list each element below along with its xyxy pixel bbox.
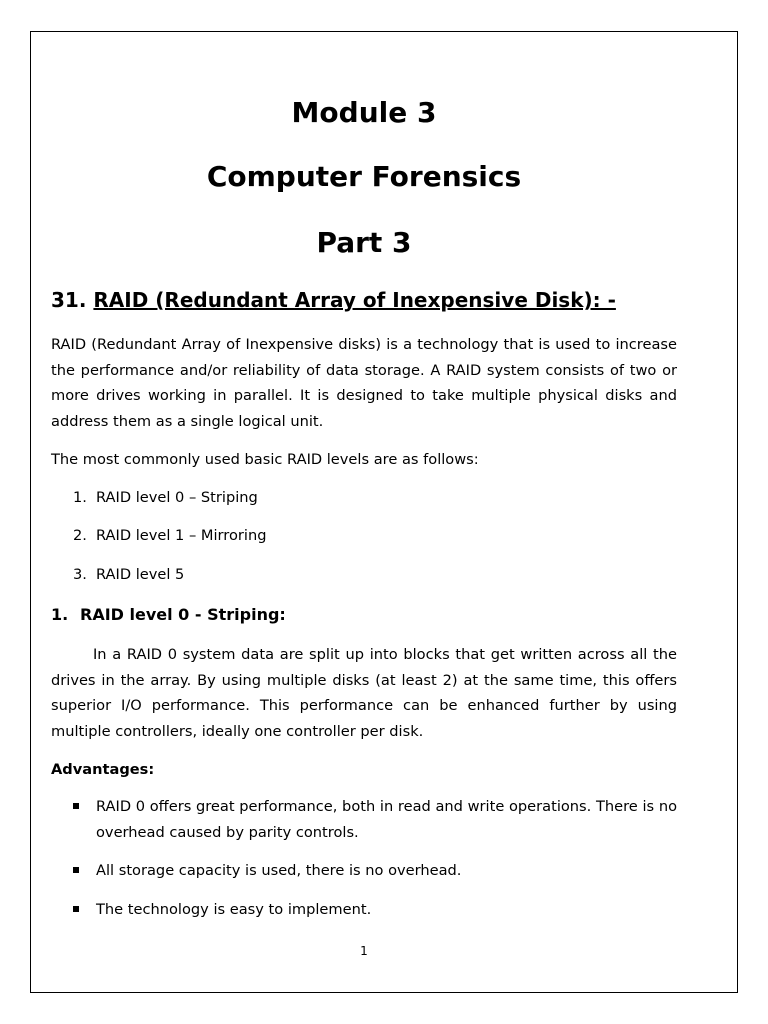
- list-item-number: 2.: [73, 527, 87, 544]
- list-item-number: 3.: [73, 566, 87, 583]
- subject-title: Computer Forensics: [206, 160, 522, 193]
- section-number: 31.: [51, 288, 87, 312]
- section-heading: [51, 288, 616, 312]
- part-title: Part 3: [316, 226, 412, 259]
- subsection-heading: [51, 605, 286, 624]
- list-item: [73, 489, 258, 506]
- bullet-square-icon: [73, 906, 79, 912]
- list-item-text: RAID level 5: [96, 566, 185, 583]
- page-number: 1: [360, 944, 368, 958]
- raid0-paragraph: In a RAID 0 system data are split up into blocks that get written across all the drives in the array. By using multiple disks (at least 2) at the same time, this offers superior I/O performance. This performance can be enhanced further by using multiple controllers, ideally one controller per disk.: [51, 646, 677, 740]
- bullet-text: All storage capacity is used, there is no overhead.: [96, 862, 462, 879]
- bullet-square-icon: [73, 803, 79, 809]
- list-item: [73, 566, 184, 583]
- intro-paragraph: RAID (Redundant Array of Inexpensive disks) is a technology that is used to increase the performance and/or reliability of data storage. A RAID system consists of two or more drives working in parallel. It is designed to take multiple physical disks and address them as a single logical unit.: [51, 336, 677, 430]
- bullet-square-icon: [73, 867, 79, 873]
- bullet-text: RAID 0 offers great performance, both in read and write operations. There is no overhead caused by parity controls.: [96, 798, 677, 841]
- levels-intro: The most commonly used basic RAID levels are as follows:: [51, 451, 479, 468]
- list-item: [73, 527, 266, 544]
- advantages-label: Advantages:: [51, 761, 155, 778]
- subsection-title: RAID level 0 - Striping:: [80, 605, 286, 624]
- list-item-number: 1.: [73, 489, 87, 506]
- section-title: RAID (Redundant Array of Inexpensive Disk): -: [93, 288, 616, 312]
- list-item-text: RAID level 0 – Striping: [96, 489, 258, 506]
- subsection-number: 1.: [51, 605, 69, 624]
- module-title: Module 3: [291, 96, 437, 129]
- bullet-text: The technology is easy to implement.: [96, 901, 372, 918]
- bullet-item: [73, 897, 677, 923]
- bullet-item: [73, 858, 677, 884]
- list-item-text: RAID level 1 – Mirroring: [96, 527, 267, 544]
- bullet-item: [73, 794, 677, 845]
